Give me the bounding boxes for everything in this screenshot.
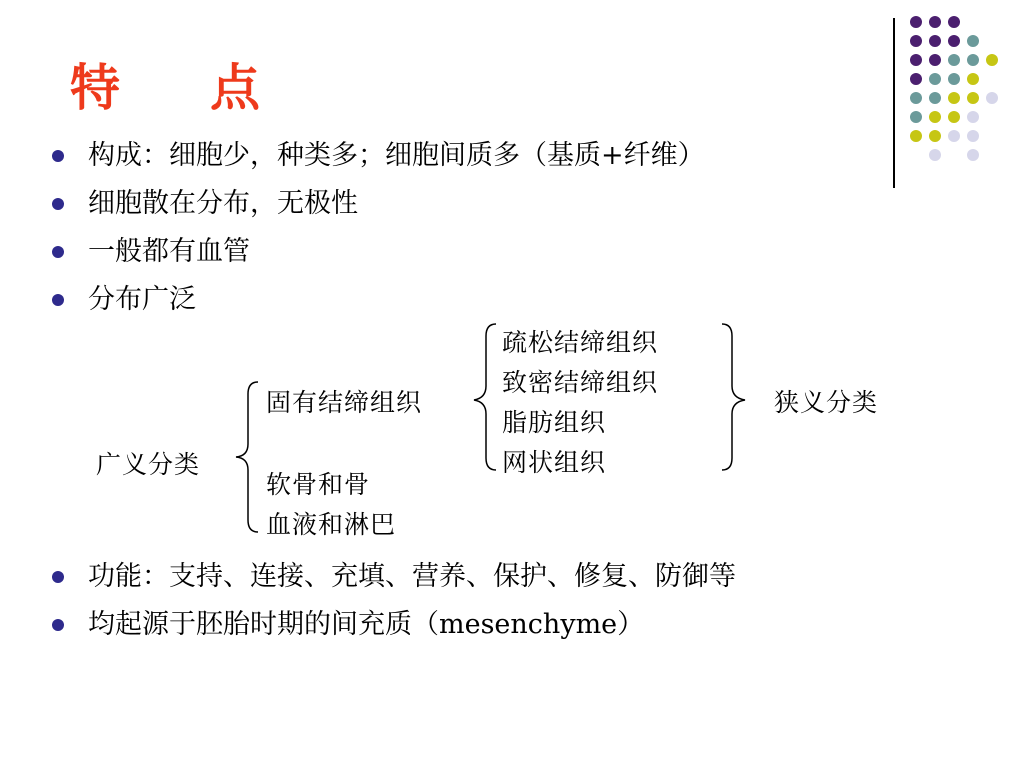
loose-connective-tissue: 疏松结缔组织 — [502, 328, 659, 357]
title-char-2: 点 — [210, 59, 262, 117]
reticular-tissue: 网状组织 — [502, 448, 607, 477]
bullet-wide-distribution: 分布广泛 — [48, 276, 705, 324]
cartilage-and-bone: 软骨和骨 — [266, 470, 371, 499]
bullet-composition: 构成：细胞少，种类多；细胞间质多（基质+纤维） — [48, 132, 705, 180]
broad-classification-label: 广义分类 — [96, 450, 201, 479]
bullet-functions: 功能：支持、连接、充填、营养、保护、修复、防御等 — [48, 553, 736, 601]
narrow-classification-label: 狭义分类 — [774, 388, 879, 417]
blood-and-lymph: 血液和淋巴 — [266, 510, 397, 539]
title-char-1: 特 — [70, 59, 122, 117]
right-brace — [718, 322, 750, 472]
left-brace — [232, 380, 262, 534]
adipose-tissue: 脂肪组织 — [502, 408, 607, 437]
intrinsic-connective-tissue: 固有结缔组织 — [266, 388, 423, 417]
middle-brace — [470, 322, 500, 472]
dense-connective-tissue: 致密结缔组织 — [502, 368, 659, 397]
bullet-cell-distribution: 细胞散在分布，无极性 — [48, 180, 705, 228]
bullet-blood-vessels: 一般都有血管 — [48, 228, 705, 276]
bullet-origin: 均起源于胚胎时期的间充质（mesenchyme） — [48, 601, 736, 649]
bullet-list-bottom — [48, 553, 736, 649]
